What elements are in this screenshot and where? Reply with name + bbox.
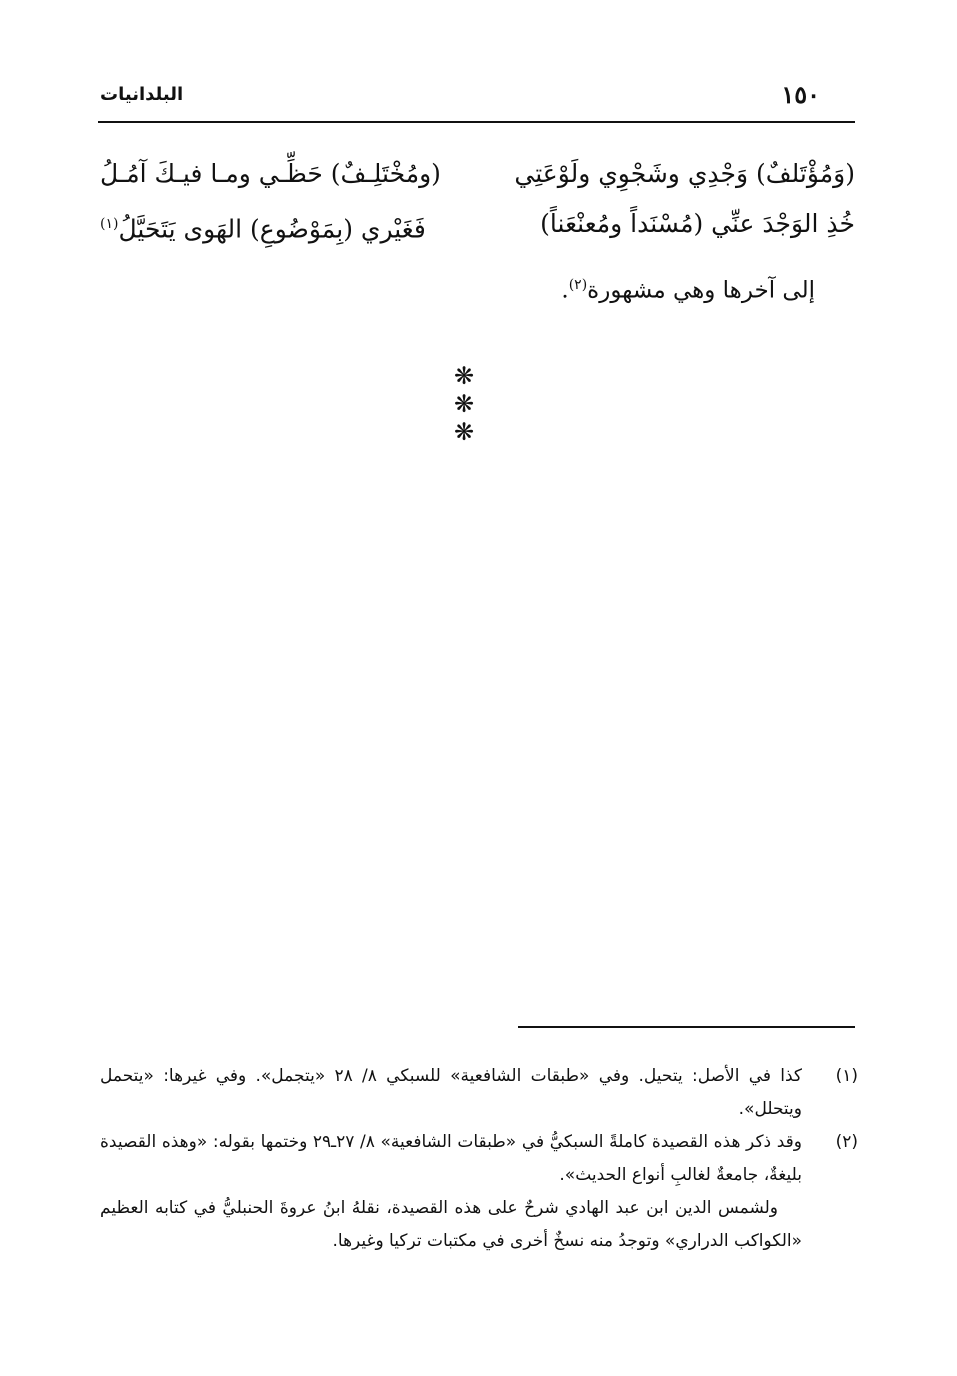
closing-text: إلى آخرها وهي مشهورة (587, 277, 815, 304)
header-rule (98, 121, 855, 123)
footnote (100, 1126, 858, 1192)
footnote (100, 1060, 858, 1126)
footnote-number: (٢) (835, 1132, 858, 1152)
footnote-marker: (١) (100, 216, 119, 232)
footnote-text: كذا في الأصل: يتحيل. وفي «طبقات الشافعية» للسبكي ٨/ ٢٨ «يتجمل». وفي غيرها: «يتحمل ويتحلل». (100, 1066, 802, 1119)
verse-hemistich-right: خُذِ الوَجْدَ عنِّي (مُسْنَداً ومُعنْعَناً) (540, 209, 855, 238)
verse-hemistich-left: (ومُخْتَلِـفٌ) حَظِّـي ومـا فيـكَ آمُـلُ (100, 159, 441, 188)
page-header (100, 80, 820, 116)
page-number: ١٥٠ (781, 80, 820, 109)
closing-period: . (561, 277, 569, 304)
verse-line (100, 198, 855, 250)
footnote-text: وقد ذكر هذه القصيدة كاملةً السبكيُّ في «طبقات الشافعية» ٨/ ٢٧ـ٢٩ وختمها بقوله: «وهذه القصيدة بليغةٌ، جامعةٌ لغالبِ أنواع الحديث». (100, 1132, 802, 1185)
footnote-number: (١) (835, 1066, 858, 1086)
footnote-continuation: ولشمس الدين ابن عبد الهادي شرحٌ على هذه القصيدة، نقلهُ ابنُ عروةَ الحنبليُّ في كتابه العظيم «الكواكب الدراري» وتوجدُ منه نسخٌ أخرى في مكتبات تركيا وغيرها. (100, 1198, 802, 1251)
verse-hemistich-right: (وَمُؤْتَلفٌ) وَجْدِي وشَجْوِي ولَوْعَتِي (514, 159, 855, 188)
verse-line (100, 148, 855, 200)
footnotes (100, 1060, 858, 1258)
footnote-marker: (٢) (568, 277, 588, 293)
closing-line (561, 265, 815, 311)
footnote-rule (518, 1026, 855, 1028)
section-separator-stars: ❋ ❋ ❋ (453, 362, 507, 446)
verse-hemistich-text: فَغَيْري (بِمَوْضُوعِ) الهَوى يَتَحَيَّلُ (118, 214, 426, 244)
running-title: البلدانيات (100, 84, 184, 105)
verse-hemistich-left (100, 198, 426, 255)
